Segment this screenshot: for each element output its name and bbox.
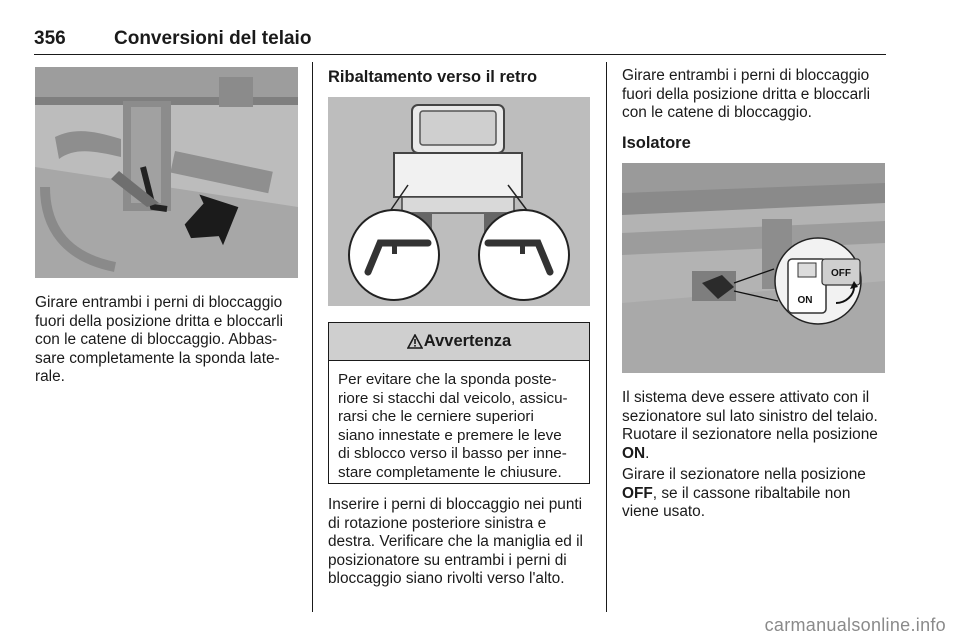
warning-triangle-icon: [407, 334, 423, 349]
text-line: fuori della posizione dritta e bloccarli: [622, 85, 871, 103]
text-line: destra. Verificare che la maniglia ed il: [328, 533, 583, 551]
on-keyword: ON: [622, 444, 646, 462]
col3-paragraph-2: [622, 466, 902, 522]
page-number: 356: [34, 28, 66, 49]
text-line: Il sistema deve essere attivato con il: [622, 389, 870, 406]
text-line: rale.: [35, 368, 65, 386]
text-line: con le catene di bloccaggio. Abbas-: [35, 331, 278, 349]
text-line: Girare il sezionatore nella posizione: [622, 466, 866, 483]
warning-text: [329, 361, 589, 483]
text-line: [622, 485, 902, 504]
text-line: Girare entrambi i perni di bloccaggio: [35, 294, 283, 311]
text-line: Ruotare il sezionatore nella posizione: [622, 426, 878, 444]
text-line: stare completamente le chiusure.: [338, 463, 562, 481]
warning-header: [329, 323, 589, 361]
text-line: fuori della posizione dritta e bloccarli: [35, 312, 284, 330]
text-line: di rotazione posteriore sinistra e: [328, 514, 547, 532]
text-line: viene usato.: [622, 503, 705, 521]
text-line: con le catene di bloccaggio.: [622, 104, 812, 122]
text-line: bloccaggio siano rivolti verso l'alto.: [328, 570, 565, 588]
chapter-title: Conversioni del telaio: [114, 28, 312, 49]
warning-box: [328, 322, 590, 484]
off-keyword: OFF: [622, 484, 653, 502]
text-fragment: .: [645, 444, 650, 462]
text-line: sare completamente la sponda late-: [35, 349, 280, 367]
watermark: carmanualsonline.info: [764, 615, 946, 635]
text-line: Inserire i perni di bloccaggio nei punti: [328, 496, 583, 513]
section-title-isolatore: Isolatore: [622, 134, 691, 152]
text-line: Per evitare che la sponda poste-: [338, 371, 557, 388]
locking-pin-photo-icon: [35, 67, 298, 278]
tipper-rear-pins-diagram-icon: [328, 97, 590, 306]
page-header: [34, 26, 886, 55]
text-line: sezionatore sul lato sinistro del telaio.: [622, 407, 878, 425]
text-line: siano innestate e premere le leve: [338, 426, 562, 444]
isolator-switch-photo-icon: [622, 163, 885, 373]
text-line: di sblocco verso il basso per inne-: [338, 445, 567, 463]
col2-paragraph: [328, 496, 600, 589]
column-divider: [606, 62, 607, 612]
text-line: [622, 445, 902, 464]
text-line: riore si stacchi dal veicolo, assicu-: [338, 389, 568, 407]
text-fragment: , se il cassone ribaltabile non: [652, 484, 851, 502]
col1-paragraph: [35, 294, 307, 387]
off-label: OFF: [831, 268, 851, 279]
text-line: rarsi che le cerniere superiori: [338, 408, 534, 426]
column-divider: [312, 62, 313, 612]
text-line: posizionatore su entrambi i perni di: [328, 551, 567, 569]
col3-intro-paragraph: [622, 67, 894, 123]
on-label: ON: [797, 295, 813, 306]
col3-paragraph-1: [622, 389, 902, 463]
section-title-ribaltamento: Ribaltamento verso il retro: [328, 68, 538, 86]
warning-title: Avvertenza: [423, 332, 512, 350]
text-line: Girare entrambi i perni di bloccaggio: [622, 67, 870, 84]
